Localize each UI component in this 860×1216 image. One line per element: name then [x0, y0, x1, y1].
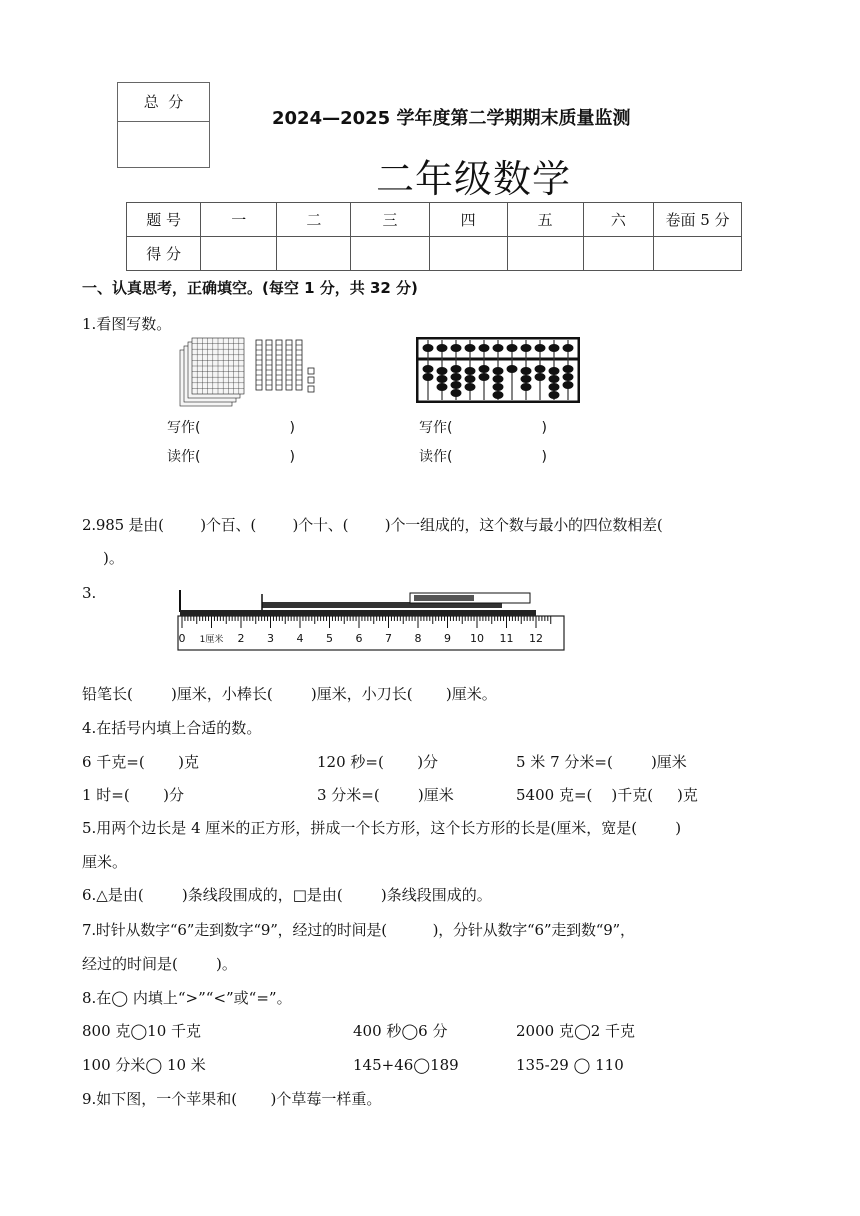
abacus-bead	[549, 344, 560, 352]
ruler-tick-label: 11	[499, 632, 514, 645]
abacus-bead	[479, 373, 490, 381]
abacus-bead	[437, 344, 448, 352]
abacus-bead	[451, 365, 462, 373]
q7-line2: 经过的时间是( )。	[82, 955, 237, 973]
q1-left-write: 写作( )	[167, 420, 295, 436]
ruler-tick-label: 9	[444, 632, 451, 645]
q1-text: 1.看图写数。	[82, 315, 172, 333]
abacus-bead	[521, 383, 532, 391]
q1-right-read: 读作( )	[419, 449, 547, 465]
abacus-bead	[465, 344, 476, 352]
score-header-cell: 一	[201, 203, 277, 237]
ruler-tick-label: 0	[178, 632, 186, 645]
abacus-bead	[493, 391, 504, 399]
abacus-bead	[549, 391, 560, 399]
abacus-bead	[535, 373, 546, 381]
pencil	[180, 610, 536, 616]
score-header-cell: 三	[351, 203, 429, 237]
score-table	[126, 202, 742, 271]
score-header-cell: 五	[507, 203, 583, 237]
ruler-tick-label: 4	[296, 632, 304, 645]
abacus-bead	[563, 344, 574, 352]
q4-r1c3: 5 米 7 分米=( )厘米	[516, 753, 687, 771]
q4-text: 4.在括号内填上合适的数。	[82, 719, 262, 737]
abacus-bead	[493, 344, 504, 352]
abacus-bead	[451, 381, 462, 389]
ruler-tick-label: 10	[470, 632, 484, 645]
q2-line1: 2.985 是由( )个百、( )个十、( )个一组成的，这个数与最小的四位数相差(	[82, 516, 663, 534]
q5-line1: 5.用两个边长是 4 厘米的正方形，拼成一个长方形，这个长方形的长是(厘米，宽是( )	[82, 819, 682, 837]
score-header-cell: 六	[583, 203, 653, 237]
subject-title: 二年级数学	[376, 157, 572, 201]
abacus-bead	[521, 344, 532, 352]
score-header-cell: 卷面 5 分	[653, 203, 741, 237]
abacus-bead	[563, 381, 574, 389]
abacus-bead	[521, 375, 532, 383]
abacus-bead	[465, 367, 476, 375]
ruler-tick-label: 12	[529, 632, 543, 645]
ruler-tick-label: 7	[385, 632, 392, 645]
abacus-bead	[493, 383, 504, 391]
abacus-bead	[535, 344, 546, 352]
score-cell	[653, 237, 741, 271]
q2-line2: )。	[103, 549, 124, 567]
q4-r1c1: 6 千克=( )克	[82, 753, 199, 771]
abacus-bead	[507, 344, 518, 352]
q8-r1c1: 800 克◯10 千克	[82, 1022, 202, 1040]
q4-r2c1: 1 时=( )分	[82, 786, 184, 804]
ruler-tick-label: 3	[267, 632, 274, 645]
score-row-label: 得 分	[127, 237, 201, 271]
abacus-bead	[549, 383, 560, 391]
ruler-tick-label: 1厘米	[199, 635, 224, 645]
score-cell	[277, 237, 351, 271]
abacus-bead	[563, 365, 574, 373]
abacus-bead	[563, 373, 574, 381]
ruler-picture	[174, 588, 574, 654]
abacus-bead	[507, 365, 518, 373]
abacus-bead	[423, 373, 434, 381]
abacus-bead	[451, 373, 462, 381]
score-header-cell: 四	[429, 203, 507, 237]
abacus-bead	[479, 365, 490, 373]
score-cell	[507, 237, 583, 271]
hundred-block-stack	[180, 338, 244, 406]
q8-r2c2: 145+46◯189	[353, 1056, 459, 1074]
exam-title: 2024—2025 学年度第二学期期末质量监测	[272, 108, 631, 129]
abacus-bead	[451, 344, 462, 352]
q1-left-read: 读作( )	[167, 449, 295, 465]
q8-r1c2: 400 秒◯6 分	[353, 1022, 448, 1040]
q6-text: 6.△是由( )条线段围成的，□是由( )条线段围成的。	[82, 886, 492, 904]
score-cell	[201, 237, 277, 271]
q9-text: 9.如下图，一个苹果和( )个草莓一样重。	[82, 1090, 382, 1108]
abacus-bead	[437, 367, 448, 375]
q8-r1c3: 2000 克◯2 千克	[516, 1022, 636, 1040]
ruler-tick-label: 2	[237, 632, 245, 645]
total-score-label: 总 分	[118, 83, 209, 122]
section1-heading: 一、认真思考，正确填空。(每空 1 分，共 32 分)	[82, 279, 418, 297]
q4-r1c2: 120 秒=( )分	[317, 753, 439, 771]
abacus-bead	[479, 344, 490, 352]
abacus-bead	[437, 383, 448, 391]
abacus-bead	[549, 367, 560, 375]
score-cell	[351, 237, 429, 271]
abacus-bead	[423, 365, 434, 373]
ruler-tick-label: 8	[414, 632, 422, 645]
q4-r2c3: 5400 克=( )千克( )克	[516, 786, 698, 804]
score-header-cell: 题 号	[127, 203, 201, 237]
q4-r2c2: 3 分米=( )厘米	[317, 786, 454, 804]
abacus-bead	[521, 367, 532, 375]
score-cell	[583, 237, 653, 271]
abacus-picture	[416, 337, 580, 403]
abacus-bead	[465, 383, 476, 391]
abacus-bead	[535, 365, 546, 373]
q8-text: 8.在◯ 内填上“>”“<”或“=”。	[82, 989, 292, 1007]
q1-right-write: 写作( )	[419, 420, 547, 436]
abacus-bead	[549, 375, 560, 383]
abacus-bead	[451, 389, 462, 397]
place-value-blocks-picture	[174, 334, 324, 412]
q5-line2: 厘米。	[82, 853, 128, 871]
abacus-bead	[465, 375, 476, 383]
abacus-bead	[493, 367, 504, 375]
q3-number: 3.	[82, 584, 97, 602]
abacus-bead	[437, 375, 448, 383]
q7-line1: 7.时针从数字“6”走到数字“9”，经过的时间是( )，分针从数字“6”走到数“9”，	[82, 921, 635, 939]
q3-answer: 铅笔长( )厘米，小棒长( )厘米，小刀长( )厘米。	[82, 685, 497, 703]
abacus-bead	[423, 344, 434, 352]
q8-r2c1: 100 分米◯ 10 米	[82, 1056, 206, 1074]
ruler-tick-label: 5	[326, 632, 333, 645]
total-score-box	[117, 82, 210, 168]
q8-r2c3: 135-29 ◯ 110	[516, 1056, 624, 1074]
abacus-bead	[493, 375, 504, 383]
ruler-tick-label: 6	[355, 632, 363, 645]
unit-cubes	[308, 368, 314, 392]
score-cell	[429, 237, 507, 271]
score-header-cell: 二	[277, 203, 351, 237]
